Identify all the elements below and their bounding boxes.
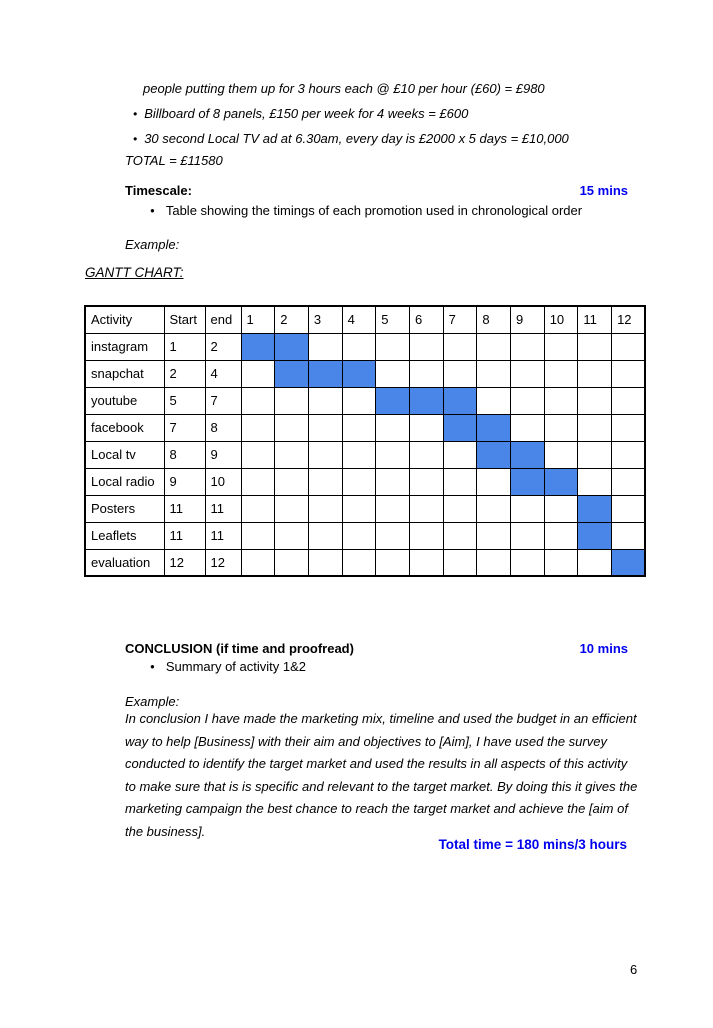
gantt-month-cell: [578, 549, 612, 576]
gantt-month-cell: [612, 441, 646, 468]
gantt-row: [85, 549, 645, 576]
gantt-bar-cell: [308, 360, 342, 387]
gantt-month-cell: [342, 549, 376, 576]
conclusion-heading: CONCLUSION (if time and proofread): [125, 641, 354, 656]
gantt-month-cell: [376, 360, 410, 387]
gantt-month-cell: [376, 468, 410, 495]
gantt-activity-cell: evaluation: [85, 549, 164, 576]
gantt-bar-cell: [275, 333, 309, 360]
gantt-bar-cell: [477, 414, 511, 441]
gantt-bar-cell: [443, 387, 477, 414]
gantt-row: [85, 333, 645, 360]
gantt-month-cell: [241, 441, 275, 468]
gantt-month-cell: [275, 495, 309, 522]
bullet-icon: ●: [150, 662, 155, 671]
gantt-month-cell: [308, 522, 342, 549]
gantt-bar-cell: [342, 360, 376, 387]
gantt-end-cell: 10: [205, 468, 241, 495]
gantt-bar-cell: [578, 522, 612, 549]
gantt-month-cell: [342, 522, 376, 549]
gantt-start-cell: 2: [164, 360, 205, 387]
gantt-header-cell: 9: [511, 306, 545, 333]
gantt-month-cell: [308, 468, 342, 495]
gantt-month-cell: [443, 333, 477, 360]
gantt-header-cell: 5: [376, 306, 410, 333]
gantt-month-cell: [409, 441, 443, 468]
gantt-month-cell: [308, 549, 342, 576]
gantt-month-cell: [612, 522, 646, 549]
gantt-start-cell: 1: [164, 333, 205, 360]
timescale-bullet-item: [150, 203, 582, 219]
gantt-row: [85, 468, 645, 495]
gantt-month-cell: [477, 522, 511, 549]
gantt-month-cell: [376, 414, 410, 441]
gantt-month-cell: [342, 333, 376, 360]
gantt-bar-cell: [612, 549, 646, 576]
gantt-row: [85, 522, 645, 549]
budget-total-line: TOTAL = £11580: [125, 153, 223, 168]
gantt-month-cell: [578, 333, 612, 360]
gantt-header-cell: 2: [275, 306, 309, 333]
gantt-month-cell: [511, 360, 545, 387]
gantt-month-cell: [275, 549, 309, 576]
gantt-activity-cell: Local radio: [85, 468, 164, 495]
gantt-header-cell: Activity: [85, 306, 164, 333]
gantt-month-cell: [477, 387, 511, 414]
gantt-end-cell: 11: [205, 522, 241, 549]
gantt-month-cell: [443, 468, 477, 495]
gantt-row: [85, 360, 645, 387]
gantt-bar-cell: [409, 387, 443, 414]
gantt-month-cell: [544, 441, 578, 468]
gantt-month-cell: [342, 495, 376, 522]
gantt-end-cell: 11: [205, 495, 241, 522]
gantt-activity-cell: Local tv: [85, 441, 164, 468]
gantt-header-cell: 6: [409, 306, 443, 333]
gantt-table-header: [85, 306, 645, 333]
gantt-bar-cell: [511, 441, 545, 468]
gantt-header-cell: 4: [342, 306, 376, 333]
gantt-bar-cell: [275, 360, 309, 387]
gantt-end-cell: 2: [205, 333, 241, 360]
total-time-line: Total time = 180 mins/3 hours: [438, 837, 627, 852]
gantt-row: [85, 387, 645, 414]
gantt-month-cell: [544, 549, 578, 576]
gantt-month-cell: [308, 441, 342, 468]
gantt-month-cell: [342, 468, 376, 495]
gantt-end-cell: 4: [205, 360, 241, 387]
gantt-month-cell: [443, 495, 477, 522]
gantt-month-cell: [544, 387, 578, 414]
gantt-month-cell: [241, 549, 275, 576]
timescale-heading: Timescale:: [125, 183, 192, 198]
gantt-month-cell: [511, 495, 545, 522]
gantt-header-cell: 10: [544, 306, 578, 333]
budget-bullet-item: [133, 131, 569, 147]
gantt-month-cell: [275, 522, 309, 549]
gantt-bar-cell: [241, 333, 275, 360]
gantt-month-cell: [409, 414, 443, 441]
gantt-month-cell: [578, 414, 612, 441]
gantt-header-cell: 11: [578, 306, 612, 333]
gantt-month-cell: [409, 549, 443, 576]
gantt-month-cell: [511, 414, 545, 441]
gantt-month-cell: [511, 387, 545, 414]
gantt-month-cell: [241, 495, 275, 522]
gantt-month-cell: [275, 414, 309, 441]
gantt-start-cell: 12: [164, 549, 205, 576]
gantt-activity-cell: youtube: [85, 387, 164, 414]
gantt-month-cell: [578, 468, 612, 495]
gantt-header-cell: 1: [241, 306, 275, 333]
gantt-month-cell: [443, 441, 477, 468]
gantt-month-cell: [308, 414, 342, 441]
gantt-bar-cell: [443, 414, 477, 441]
page-number: 6: [630, 962, 638, 977]
gantt-end-cell: 8: [205, 414, 241, 441]
gantt-month-cell: [477, 333, 511, 360]
gantt-month-cell: [241, 360, 275, 387]
gantt-chart-title: GANTT CHART:: [85, 265, 184, 280]
gantt-end-cell: 9: [205, 441, 241, 468]
budget-continuation-line: people putting them up for 3 hours each @ £10 per hour (£60) = £980: [143, 81, 545, 96]
gantt-month-cell: [241, 414, 275, 441]
gantt-month-cell: [241, 387, 275, 414]
gantt-month-cell: [376, 522, 410, 549]
gantt-month-cell: [376, 495, 410, 522]
gantt-month-cell: [578, 441, 612, 468]
gantt-row: [85, 414, 645, 441]
gantt-month-cell: [342, 387, 376, 414]
bullet-icon: •: [133, 107, 138, 121]
bullet-text: Summary of activity 1&2: [165, 659, 306, 674]
gantt-month-cell: [477, 360, 511, 387]
gantt-month-cell: [443, 522, 477, 549]
gantt-start-cell: 8: [164, 441, 205, 468]
gantt-month-cell: [308, 495, 342, 522]
gantt-month-cell: [308, 333, 342, 360]
gantt-activity-cell: Posters: [85, 495, 164, 522]
gantt-start-cell: 5: [164, 387, 205, 414]
gantt-month-cell: [443, 360, 477, 387]
gantt-month-cell: [511, 522, 545, 549]
gantt-row: [85, 441, 645, 468]
gantt-month-cell: [612, 387, 646, 414]
gantt-bar-cell: [544, 468, 578, 495]
gantt-month-cell: [544, 522, 578, 549]
gantt-end-cell: 7: [205, 387, 241, 414]
gantt-month-cell: [544, 333, 578, 360]
gantt-month-cell: [409, 468, 443, 495]
gantt-month-cell: [342, 441, 376, 468]
gantt-month-cell: [275, 468, 309, 495]
timescale-duration-badge: 15 mins: [579, 183, 628, 198]
gantt-month-cell: [578, 360, 612, 387]
gantt-activity-cell: snapchat: [85, 360, 164, 387]
gantt-activity-cell: facebook: [85, 414, 164, 441]
gantt-start-cell: 11: [164, 495, 205, 522]
gantt-row: [85, 495, 645, 522]
gantt-month-cell: [409, 360, 443, 387]
gantt-bar-cell: [511, 468, 545, 495]
gantt-header-cell: Start: [164, 306, 205, 333]
gantt-table: [84, 305, 646, 577]
gantt-month-cell: [241, 522, 275, 549]
gantt-month-cell: [612, 468, 646, 495]
gantt-bar-cell: [376, 387, 410, 414]
gantt-month-cell: [477, 549, 511, 576]
gantt-month-cell: [578, 387, 612, 414]
gantt-month-cell: [511, 333, 545, 360]
gantt-start-cell: 9: [164, 468, 205, 495]
bullet-icon: •: [133, 132, 138, 146]
gantt-start-cell: 7: [164, 414, 205, 441]
conclusion-duration-badge: 10 mins: [579, 641, 628, 656]
gantt-month-cell: [409, 495, 443, 522]
gantt-month-cell: [477, 468, 511, 495]
gantt-header-cell: 12: [612, 306, 646, 333]
gantt-header-cell: 7: [443, 306, 477, 333]
gantt-end-cell: 12: [205, 549, 241, 576]
gantt-month-cell: [612, 333, 646, 360]
gantt-month-cell: [544, 360, 578, 387]
gantt-month-cell: [241, 468, 275, 495]
conclusion-paragraph: In conclusion I have made the marketing mix, timeline and used the budget in an efficient way to help [Business] with their aim and objectives to [Aim], I have used the survey conducted to identify the target market and used the results in all aspects of this activity to make sure that is is specific and relevant to the target market. By doing this it gives the marketing campaign the best chance to reach the target market and achieve the [aim of the business].: [125, 711, 638, 839]
gantt-header-cell: end: [205, 306, 241, 333]
example-label: Example:: [125, 694, 180, 709]
gantt-month-cell: [376, 333, 410, 360]
gantt-month-cell: [275, 441, 309, 468]
gantt-month-cell: [275, 387, 309, 414]
gantt-bar-cell: [578, 495, 612, 522]
gantt-bar-cell: [477, 441, 511, 468]
bullet-icon: ●: [150, 206, 155, 215]
gantt-month-cell: [612, 414, 646, 441]
gantt-header-cell: 8: [477, 306, 511, 333]
example-label: Example:: [125, 237, 180, 252]
gantt-month-cell: [409, 522, 443, 549]
bullet-text: 30 second Local TV ad at 6.30am, every day is £2000 x 5 days = £10,000: [144, 131, 569, 146]
gantt-month-cell: [443, 549, 477, 576]
gantt-month-cell: [376, 549, 410, 576]
bullet-text: Table showing the timings of each promotion used in chronological order: [165, 203, 583, 218]
conclusion-bullet-item: [150, 659, 306, 675]
gantt-header-cell: 3: [308, 306, 342, 333]
gantt-header-row: [85, 306, 645, 333]
gantt-month-cell: [376, 441, 410, 468]
gantt-month-cell: [612, 360, 646, 387]
gantt-start-cell: 11: [164, 522, 205, 549]
bullet-text: Billboard of 8 panels, £150 per week for 4 weeks = £600: [144, 106, 469, 121]
gantt-month-cell: [409, 333, 443, 360]
gantt-activity-cell: Leaflets: [85, 522, 164, 549]
gantt-month-cell: [544, 414, 578, 441]
gantt-activity-cell: instagram: [85, 333, 164, 360]
gantt-month-cell: [308, 387, 342, 414]
gantt-month-cell: [342, 414, 376, 441]
gantt-month-cell: [612, 495, 646, 522]
budget-bullet-item: [133, 106, 468, 122]
gantt-table-body: [85, 333, 645, 576]
gantt-month-cell: [511, 549, 545, 576]
gantt-month-cell: [544, 495, 578, 522]
gantt-month-cell: [477, 495, 511, 522]
